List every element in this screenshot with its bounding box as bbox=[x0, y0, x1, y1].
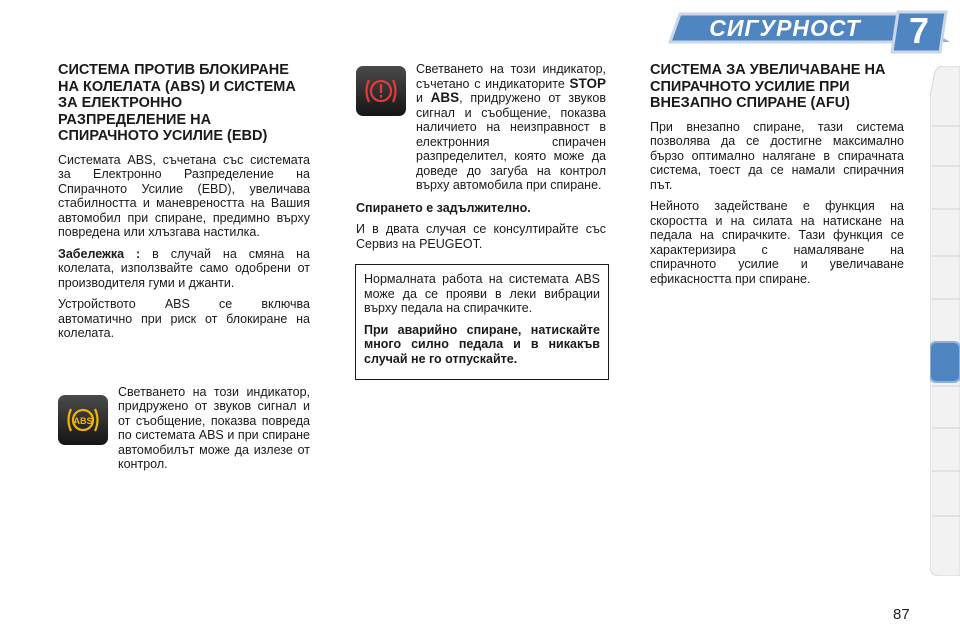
abs-indicator-text: Светването на този индикатор, придружено от звуков сигнал и от съобщение, показва повреда по системата ABS и при спиране автомобилът може да излезе от контрол. bbox=[118, 384, 310, 471]
chapter-title: СИГУРНОСТ bbox=[709, 15, 861, 41]
note-text: в случай на смяна на колелата, използвайте само одобрени от производителя гуми и джанти. bbox=[58, 246, 310, 290]
brake-text-c: , придружено от звуков сигнал и съобщение, показва наличието на неизправност в електронния спирачен разпределител, която може да доведе до загуба на контрол върху автомобила при спиране. bbox=[416, 91, 606, 192]
abs-label: ABS bbox=[430, 90, 460, 105]
brake-indicator-row bbox=[356, 62, 606, 193]
abs-ebd-heading: СИСТЕМА ПРОТИВ БЛОКИРАНЕ НА КОЛЕЛАТА (ABS) И СИСТЕМА ЗА ЕЛЕКТРОННО РАЗПРЕДЕЛЕНИЕ НА СПИРАЧНОТО УСИЛИЕ (EBD) bbox=[58, 62, 296, 144]
abs-activation-text: Устройството ABS се включва автоматично при риск от блокиране на колелата. bbox=[58, 297, 310, 340]
abs-indicator-row bbox=[58, 385, 310, 472]
page-number: 87 bbox=[893, 606, 910, 623]
brake-warning-icon bbox=[356, 66, 406, 116]
tyre-note bbox=[58, 247, 310, 291]
afu-function-text: Нейното задействане е функция на скоростта и на силата на натискане на педала на спирачките. Тази функция се характеризира с намаляване на спирачното усилие и увеличаване ефикасността при спиране. bbox=[650, 199, 904, 286]
note-label: Забележка : bbox=[58, 246, 141, 261]
abs-note-box bbox=[355, 264, 609, 380]
stop-required-heading: Спирането е задължително. bbox=[356, 200, 531, 215]
emergency-braking-text: При аварийно спиране, натискайте много силно педала и в никакъв случай не го отпускайте. bbox=[364, 322, 600, 366]
afu-heading: СИСТЕМА ЗА УВЕЛИЧАВАНЕ НА СПИРАЧНОТО УСИЛИЕ ПРИ ВНЕЗАПНО СПИРАНЕ (AFU) bbox=[650, 62, 886, 111]
abs-ebd-section bbox=[58, 62, 310, 472]
svg-text:ABS: ABS bbox=[73, 415, 93, 426]
abs-warning-icon bbox=[58, 395, 108, 445]
chapter-tab-rail bbox=[930, 66, 960, 576]
abs-ebd-description: Системата ABS, съчетана със системата за Електронно Разпределение на Спирачното Усилие (EBD), увеличава стабилността и маневреността на Вашия автомобил при спиране, предимно върху повредена или хлъзгава настилка. bbox=[58, 152, 310, 239]
afu-section bbox=[650, 62, 904, 293]
service-text: И в двата случая се консултирайте със Сервиз на PEUGEOT. bbox=[356, 222, 606, 251]
brake-text-b: и bbox=[416, 91, 431, 105]
chapter-number: 7 bbox=[908, 10, 930, 51]
abs-vibration-text: Нормалната работа на системата ABS може да се прояви в леки вибрации върху педала на спирачките. bbox=[364, 272, 600, 315]
stop-label: STOP bbox=[569, 75, 606, 91]
brake-indicator-text-top bbox=[416, 62, 606, 193]
afu-description: При внезапно спиране, тази система позволява да се достигне максимално бързо оптимално налягане в спирачната система, тоест да се намали спирачния път. bbox=[650, 119, 904, 192]
brake-indicator-section bbox=[356, 62, 606, 258]
brake-text-a: Светването на този индикатор, съчетано с индикаторите bbox=[416, 62, 606, 91]
